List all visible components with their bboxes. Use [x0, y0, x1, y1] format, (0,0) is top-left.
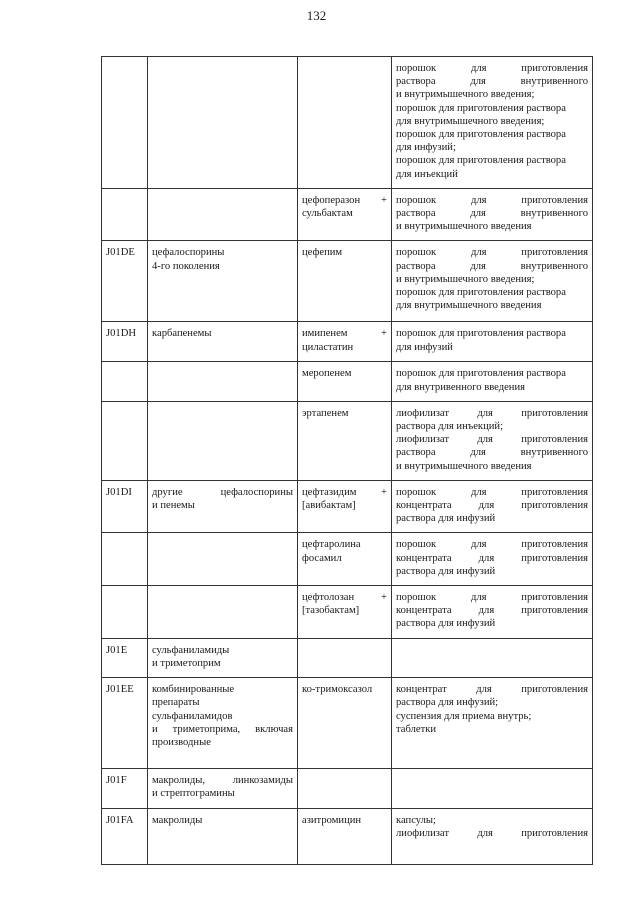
group-line: макролиды — [152, 814, 203, 826]
forms-line: и внутримышечного введения; — [396, 273, 535, 285]
group-cell — [148, 362, 298, 401]
dosage-form-cell — [392, 586, 593, 639]
atc-code-cell — [102, 188, 148, 241]
table-row — [102, 480, 593, 533]
group-cell — [148, 769, 298, 808]
drug-name-cell — [298, 586, 392, 639]
drug-table-body — [102, 57, 593, 865]
atc-code: J01DH — [106, 328, 137, 340]
dosage-form-cell — [392, 480, 593, 533]
table-row — [102, 769, 593, 808]
atc-code-cell — [102, 480, 148, 533]
group-cell — [148, 586, 298, 639]
group-line: и пенемы — [152, 500, 195, 512]
table-row — [102, 57, 593, 189]
atc-code-cell — [102, 401, 148, 480]
group-line: сульфаниламидов — [152, 710, 233, 722]
forms-line: порошок для приготовления — [396, 486, 588, 498]
forms-line: концентрата для приготовления — [396, 552, 588, 564]
drug-name-cell — [298, 638, 392, 677]
forms-line: и внутримышечного введения; — [396, 89, 535, 101]
atc-code-cell — [102, 638, 148, 677]
group-line: комбинированные — [152, 684, 235, 696]
forms-line: порошок для приготовления — [396, 63, 588, 74]
drug-name-cell — [298, 480, 392, 533]
forms-line: и внутримышечного введения — [396, 460, 532, 472]
forms-line: порошок для приготовления раствора — [396, 155, 566, 167]
group-cell — [148, 808, 298, 864]
group-cell — [148, 480, 298, 533]
forms-line: порошок для приготовления — [396, 592, 588, 604]
table-row — [102, 808, 593, 864]
atc-code-cell — [102, 57, 148, 189]
atc-code-cell — [102, 322, 148, 362]
drug-name-cell — [298, 678, 392, 769]
dosage-form-cell — [392, 638, 593, 677]
atc-code: J01FA — [106, 814, 134, 826]
forms-line: таблетки — [396, 723, 437, 735]
forms-line: порошок для приготовления раствора — [396, 287, 566, 299]
forms-line: лиофилизат для приготовления — [396, 434, 588, 446]
drug-name-cell — [298, 57, 392, 189]
group-line: цефалоспорины — [152, 247, 225, 259]
drug-name-cell — [298, 808, 392, 864]
forms-line: для внутримышечного введения — [396, 300, 542, 312]
name-line: цефтазидим + — [302, 486, 387, 498]
atc-code-cell — [102, 808, 148, 864]
atc-code-cell — [102, 533, 148, 586]
table-row — [102, 241, 593, 322]
dosage-form-cell — [392, 322, 593, 362]
forms-line: порошок для приготовления — [396, 539, 588, 551]
group-cell — [148, 678, 298, 769]
forms-line: раствора для инфузий — [396, 513, 496, 525]
dosage-form-cell — [392, 769, 593, 808]
dosage-form-cell — [392, 188, 593, 241]
table-row — [102, 638, 593, 677]
dosage-form-cell — [392, 241, 593, 322]
forms-line: концентрата для приготовления — [396, 605, 588, 617]
table-row — [102, 586, 593, 639]
group-cell — [148, 188, 298, 241]
name-line: [авибактам] — [302, 500, 356, 512]
atc-code: J01DI — [106, 486, 132, 498]
table-row — [102, 401, 593, 480]
forms-line: концентрат для приготовления — [396, 684, 588, 696]
dosage-form-cell — [392, 362, 593, 401]
forms-line: порошок для приготовления — [396, 247, 588, 259]
forms-line: для инфузий; — [396, 142, 456, 154]
name-line: цефтаролина — [302, 539, 361, 551]
group-cell — [148, 533, 298, 586]
table-row — [102, 362, 593, 401]
forms-line: для инфузий — [396, 341, 453, 353]
atc-code: J01EE — [106, 684, 134, 696]
group-line: и триметоприма, включая — [152, 723, 293, 735]
dosage-form-cell — [392, 533, 593, 586]
forms-line: раствора для внутривенного — [396, 76, 588, 88]
drug-name-cell — [298, 769, 392, 808]
group-line: производные — [152, 736, 211, 748]
atc-code-cell — [102, 362, 148, 401]
group-line: 4-го поколения — [152, 260, 220, 272]
name-line: меропенем — [302, 368, 352, 380]
forms-line: порошок для приготовления раствора — [396, 129, 566, 141]
group-line: сульфаниламиды — [152, 644, 230, 656]
table-row — [102, 533, 593, 586]
forms-line: раствора для инфузий — [396, 618, 496, 630]
atc-code-cell — [102, 241, 148, 322]
name-line: эртапенем — [302, 407, 349, 419]
forms-line: для инъекций — [396, 168, 458, 180]
forms-line: и внутримышечного введения — [396, 221, 532, 233]
name-line: азитромицин — [302, 814, 362, 826]
atc-code: J01F — [106, 775, 127, 787]
group-line: и стрептограмины — [152, 788, 235, 800]
group-line: и триметоприм — [152, 657, 221, 669]
forms-line: раствора для внутривенного — [396, 260, 588, 272]
forms-line: раствора для внутривенного — [396, 208, 588, 220]
forms-line: лиофилизат для приготовления — [396, 407, 588, 419]
name-line: сульбактам — [302, 208, 353, 220]
name-line: циластатин — [302, 341, 354, 353]
atc-code-cell — [102, 769, 148, 808]
page-number: 132 — [306, 8, 327, 23]
group-line: препараты — [152, 697, 200, 709]
forms-line: раствора для инфузий; — [396, 697, 499, 709]
group-cell — [148, 401, 298, 480]
forms-line: порошок для приготовления раствора — [396, 328, 566, 340]
group-line: макролиды, линкозамиды — [152, 775, 293, 787]
forms-line: порошок для приготовления раствора — [396, 368, 566, 380]
drug-name-cell — [298, 533, 392, 586]
name-line: фосамил — [302, 552, 342, 564]
group-cell — [148, 241, 298, 322]
name-line: [тазобактам] — [302, 605, 360, 617]
forms-line: капсулы; — [396, 814, 436, 826]
group-cell — [148, 322, 298, 362]
name-line: цефтолозан + — [302, 592, 387, 604]
forms-line: раствора для инъекций; — [396, 421, 504, 433]
table-row — [102, 678, 593, 769]
name-line: цефоперазон + — [302, 194, 387, 206]
drug-name-cell — [298, 362, 392, 401]
group-line: карбапенемы — [152, 328, 212, 340]
dosage-form-cell — [392, 57, 593, 189]
drug-name-cell — [298, 188, 392, 241]
forms-line: раствора для внутривенного — [396, 447, 588, 459]
table-row — [102, 322, 593, 362]
group-cell — [148, 638, 298, 677]
group-cell — [148, 57, 298, 189]
name-line: имипенем + — [302, 328, 387, 340]
forms-line: порошок для приготовления — [396, 194, 588, 206]
dosage-form-cell — [392, 401, 593, 480]
atc-code-cell — [102, 586, 148, 639]
forms-line: концентрата для приготовления — [396, 500, 588, 512]
dosage-form-cell — [392, 678, 593, 769]
forms-line: для внутривенного введения — [396, 381, 526, 393]
drug-name-cell — [298, 322, 392, 362]
table-row — [102, 188, 593, 241]
forms-line: лиофилизат для приготовления — [396, 827, 588, 839]
drug-table — [101, 56, 593, 865]
atc-code: J01DE — [106, 247, 135, 259]
name-line: цефепим — [302, 247, 343, 259]
name-line: ко-тримоксазол — [302, 684, 373, 696]
forms-line: порошок для приготовления раствора — [396, 102, 566, 114]
drug-name-cell — [298, 241, 392, 322]
forms-line: раствора для инфузий — [396, 565, 496, 577]
forms-line: суспензия для приема внутрь; — [396, 710, 532, 722]
dosage-form-cell — [392, 808, 593, 864]
drug-name-cell — [298, 401, 392, 480]
group-line: другие цефалоспорины — [152, 486, 293, 498]
atc-code-cell — [102, 678, 148, 769]
atc-code: J01E — [106, 644, 128, 656]
forms-line: для внутримышечного введения; — [396, 115, 545, 127]
